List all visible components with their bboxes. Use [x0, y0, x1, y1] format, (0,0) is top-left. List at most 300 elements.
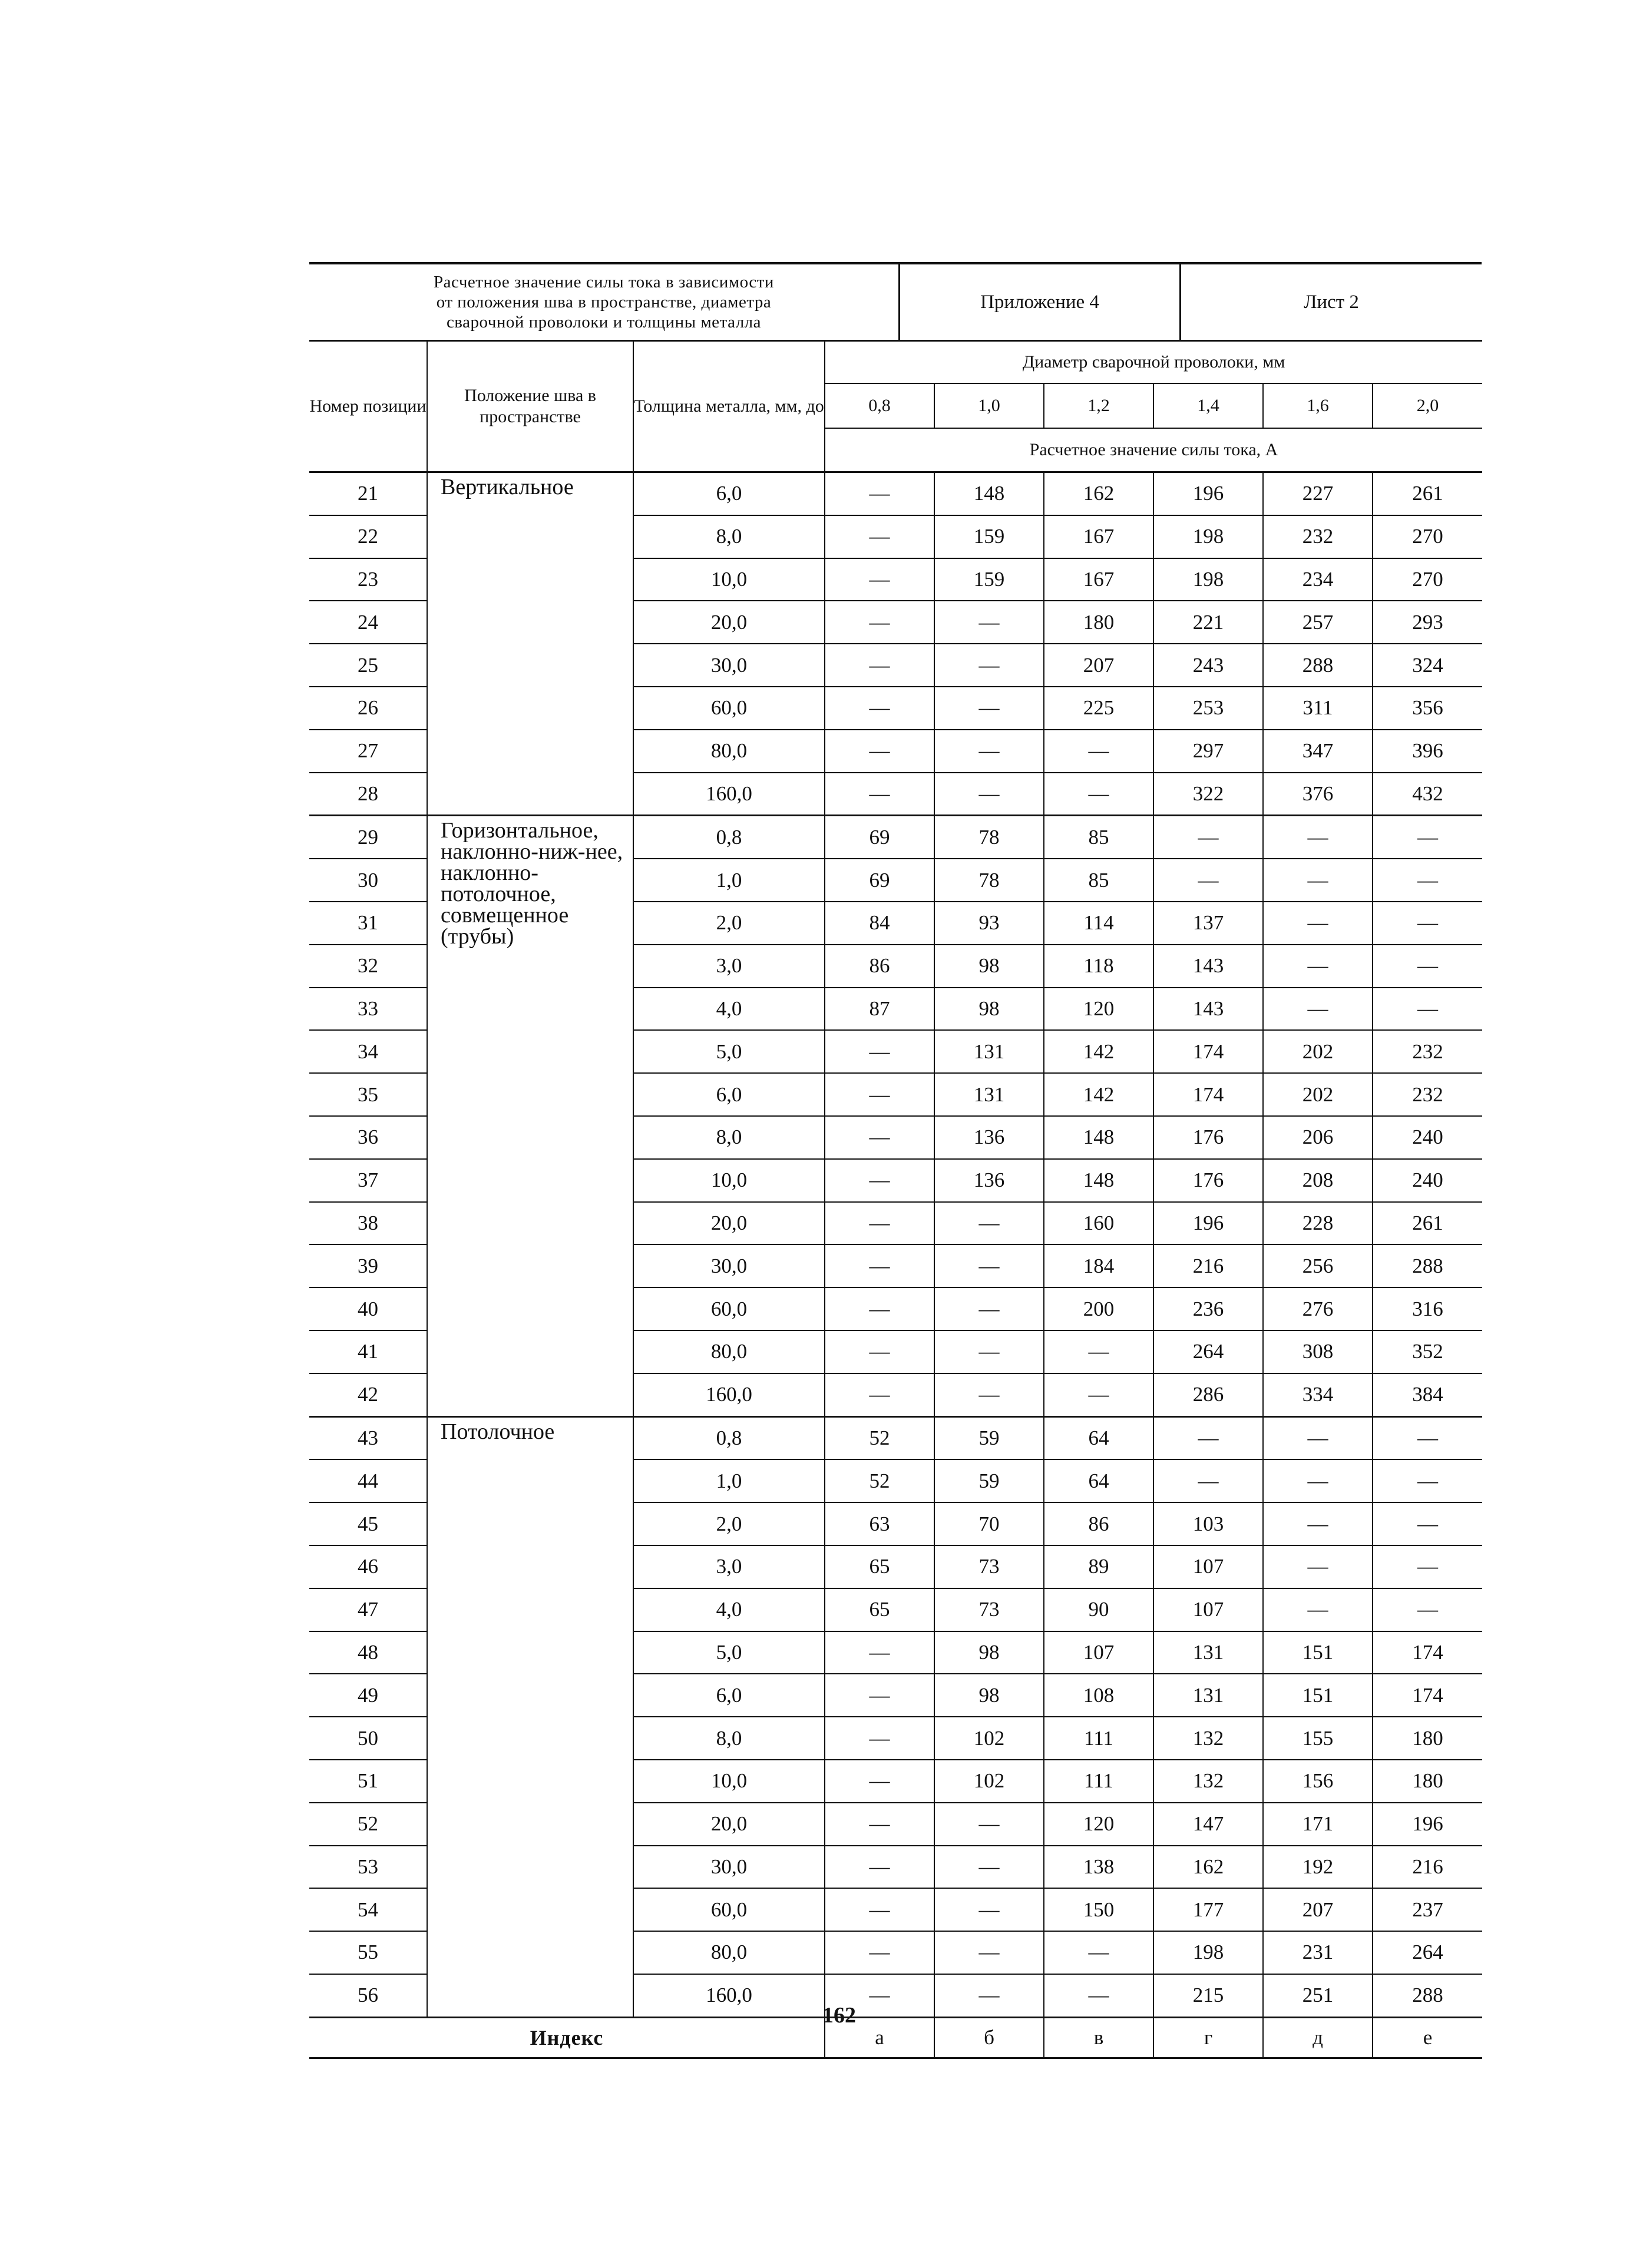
current-value-cell: 286 — [1153, 1373, 1263, 1416]
table-row — [309, 816, 1482, 859]
thickness-cell: 20,0 — [633, 1202, 825, 1245]
current-value-cell: 143 — [1153, 945, 1263, 988]
position-number-cell: 56 — [309, 1974, 427, 2017]
current-value-cell: 297 — [1153, 730, 1263, 773]
current-value-cell: 136 — [934, 1116, 1044, 1159]
current-value-cell: 132 — [1153, 1717, 1263, 1760]
current-value-cell: — — [825, 1073, 934, 1116]
current-value-cell: 192 — [1263, 1846, 1373, 1889]
current-value-cell: 256 — [1263, 1244, 1373, 1287]
current-value-cell: — — [1044, 1931, 1153, 1974]
current-value-cell: 65 — [825, 1545, 934, 1588]
table-row — [309, 472, 1482, 515]
weld-position-cell: Горизонтальное, наклонно-ниж-нее, наклонно-потолочное, совмещенное (трубы) — [427, 816, 633, 1416]
current-value-cell: 90 — [1044, 1588, 1153, 1631]
current-value-cell: — — [934, 1974, 1044, 2017]
current-value-cell: 167 — [1044, 558, 1153, 601]
current-value-cell: 216 — [1153, 1244, 1263, 1287]
current-value-cell: 120 — [1044, 988, 1153, 1031]
current-value-cell: 84 — [825, 902, 934, 945]
current-value-cell: — — [934, 601, 1044, 644]
current-value-cell: 376 — [1263, 773, 1373, 816]
current-value-cell: — — [825, 644, 934, 687]
current-value-cell: 148 — [934, 472, 1044, 515]
current-value-cell: — — [1373, 1545, 1482, 1588]
caption-line-3: сварочной проволоки и толщины металла — [446, 313, 762, 332]
current-value-cell: 86 — [825, 945, 934, 988]
current-value-cell: — — [1373, 1588, 1482, 1631]
current-value-cell: 69 — [825, 816, 934, 859]
current-value-cell: 160 — [1044, 1202, 1153, 1245]
current-value-cell: 111 — [1044, 1760, 1153, 1803]
current-value-cell: 63 — [825, 1502, 934, 1545]
table-row — [309, 1416, 1482, 1459]
position-number-cell: 28 — [309, 773, 427, 816]
current-value-cell: 352 — [1373, 1330, 1482, 1373]
current-value-cell: 198 — [1153, 558, 1263, 601]
position-number-cell: 45 — [309, 1502, 427, 1545]
current-value-cell: 196 — [1153, 472, 1263, 515]
thickness-cell: 20,0 — [633, 1803, 825, 1846]
current-value-cell: — — [825, 1159, 934, 1202]
current-value-cell: 264 — [1373, 1931, 1482, 1974]
current-value-cell: 384 — [1373, 1373, 1482, 1416]
position-number-cell: 37 — [309, 1159, 427, 1202]
current-value-cell: 107 — [1044, 1631, 1153, 1674]
current-value-cell: — — [1263, 1545, 1373, 1588]
current-value-cell: 324 — [1373, 644, 1482, 687]
current-value-cell: — — [1044, 1330, 1153, 1373]
current-value-cell: — — [934, 730, 1044, 773]
thickness-cell: 6,0 — [633, 1073, 825, 1116]
current-value-cell: — — [825, 1330, 934, 1373]
current-value-cell: — — [825, 1931, 934, 1974]
current-value-cell: 98 — [934, 945, 1044, 988]
current-value-cell: 356 — [1373, 687, 1482, 730]
thickness-cell: 0,8 — [633, 816, 825, 859]
welding-current-table — [309, 340, 1482, 2059]
position-number-cell: 47 — [309, 1588, 427, 1631]
position-number-cell: 22 — [309, 515, 427, 558]
position-number-cell: 41 — [309, 1330, 427, 1373]
current-value-cell: 232 — [1373, 1030, 1482, 1073]
current-value-cell: 261 — [1373, 1202, 1482, 1245]
thickness-cell: 5,0 — [633, 1030, 825, 1073]
current-value-cell: 174 — [1153, 1030, 1263, 1073]
current-value-cell: — — [1263, 1416, 1373, 1459]
current-value-cell: 132 — [1153, 1760, 1263, 1803]
index-e: е — [1373, 2017, 1482, 2058]
current-value-cell: 180 — [1044, 601, 1153, 644]
col-header-thickness: Толщина металла, мм, до — [633, 341, 825, 472]
current-value-cell: 240 — [1373, 1159, 1482, 1202]
current-value-cell: 227 — [1263, 472, 1373, 515]
current-value-cell: 234 — [1263, 558, 1373, 601]
current-value-cell: — — [934, 687, 1044, 730]
thickness-cell: 60,0 — [633, 687, 825, 730]
thickness-cell: 6,0 — [633, 1674, 825, 1717]
current-value-cell: 202 — [1263, 1073, 1373, 1116]
current-value-cell: — — [934, 1330, 1044, 1373]
current-value-cell: 86 — [1044, 1502, 1153, 1545]
appendix-label: Приложение 4 — [898, 264, 1179, 340]
current-value-cell: — — [1263, 902, 1373, 945]
thickness-cell: 4,0 — [633, 988, 825, 1031]
thickness-cell: 30,0 — [633, 1846, 825, 1889]
position-number-cell: 43 — [309, 1416, 427, 1459]
current-value-cell: — — [934, 1202, 1044, 1245]
current-value-cell: 261 — [1373, 472, 1482, 515]
caption-line-1: Расчетное значение силы тока в зависимости — [434, 273, 774, 292]
current-value-cell: 202 — [1263, 1030, 1373, 1073]
current-value-cell: 264 — [1153, 1330, 1263, 1373]
current-value-cell: — — [825, 773, 934, 816]
current-value-cell: 177 — [1153, 1888, 1263, 1931]
current-value-cell: 288 — [1373, 1974, 1482, 2017]
current-value-cell: — — [1044, 773, 1153, 816]
current-value-cell: 78 — [934, 816, 1044, 859]
thickness-cell: 160,0 — [633, 1373, 825, 1416]
position-number-cell: 21 — [309, 472, 427, 515]
current-value-cell: — — [1153, 1459, 1263, 1502]
current-value-cell: — — [934, 1931, 1044, 1974]
current-value-cell: 151 — [1263, 1631, 1373, 1674]
current-value-cell: 98 — [934, 1631, 1044, 1674]
current-value-cell: — — [825, 1803, 934, 1846]
position-number-cell: 27 — [309, 730, 427, 773]
diameter-2-0: 2,0 — [1373, 383, 1482, 428]
current-value-cell: 432 — [1373, 773, 1482, 816]
current-value-cell: — — [1263, 1459, 1373, 1502]
current-value-cell: 85 — [1044, 816, 1153, 859]
current-value-cell: 215 — [1153, 1974, 1263, 2017]
current-value-cell: — — [934, 773, 1044, 816]
current-value-cell: 136 — [934, 1159, 1044, 1202]
position-number-cell: 40 — [309, 1287, 427, 1330]
position-number-cell: 24 — [309, 601, 427, 644]
current-value-cell: 276 — [1263, 1287, 1373, 1330]
thickness-cell: 6,0 — [633, 472, 825, 515]
current-value-cell: 70 — [934, 1502, 1044, 1545]
thickness-cell: 8,0 — [633, 1116, 825, 1159]
current-value-cell: 52 — [825, 1459, 934, 1502]
current-value-cell: 131 — [934, 1073, 1044, 1116]
current-value-cell: — — [825, 1287, 934, 1330]
current-value-cell: — — [1153, 816, 1263, 859]
current-value-cell: — — [934, 1803, 1044, 1846]
thickness-cell: 2,0 — [633, 902, 825, 945]
current-value-cell: — — [825, 687, 934, 730]
current-value-cell: — — [825, 1202, 934, 1245]
current-value-cell: — — [1373, 902, 1482, 945]
thickness-cell: 80,0 — [633, 1330, 825, 1373]
current-value-cell: 176 — [1153, 1116, 1263, 1159]
current-value-cell: 232 — [1373, 1073, 1482, 1116]
position-number-cell: 55 — [309, 1931, 427, 1974]
current-value-cell: — — [934, 644, 1044, 687]
current-value-cell: — — [1153, 859, 1263, 902]
current-value-cell: 196 — [1373, 1803, 1482, 1846]
thickness-cell: 0,8 — [633, 1416, 825, 1459]
current-value-cell: — — [825, 1030, 934, 1073]
current-value-cell: 322 — [1153, 773, 1263, 816]
col-header-weld-position: Положение шва в пространстве — [427, 341, 633, 472]
position-number-cell: 26 — [309, 687, 427, 730]
current-value-cell: — — [825, 1974, 934, 2017]
current-value-cell: 174 — [1373, 1631, 1482, 1674]
current-value-cell: 232 — [1263, 515, 1373, 558]
current-value-cell: 108 — [1044, 1674, 1153, 1717]
thickness-cell: 2,0 — [633, 1502, 825, 1545]
current-value-cell: 237 — [1373, 1888, 1482, 1931]
weld-position-cell: Потолочное — [427, 1416, 633, 2017]
current-value-cell: — — [1373, 1502, 1482, 1545]
current-value-cell: 159 — [934, 515, 1044, 558]
current-value-cell: — — [934, 1244, 1044, 1287]
current-value-cell: 59 — [934, 1459, 1044, 1502]
position-number-cell: 25 — [309, 644, 427, 687]
current-value-cell: 69 — [825, 859, 934, 902]
current-value-cell: 231 — [1263, 1931, 1373, 1974]
current-value-cell: — — [1263, 945, 1373, 988]
position-number-cell: 30 — [309, 859, 427, 902]
current-value-cell: 73 — [934, 1545, 1044, 1588]
current-value-cell: 78 — [934, 859, 1044, 902]
position-number-cell: 35 — [309, 1073, 427, 1116]
position-number-cell: 32 — [309, 945, 427, 988]
current-value-cell: 151 — [1263, 1674, 1373, 1717]
current-value-cell: 102 — [934, 1760, 1044, 1803]
current-value-cell: 293 — [1373, 601, 1482, 644]
current-value-cell: 228 — [1263, 1202, 1373, 1245]
thickness-cell: 80,0 — [633, 730, 825, 773]
current-value-cell: 52 — [825, 1416, 934, 1459]
current-value-cell: 162 — [1044, 472, 1153, 515]
current-value-cell: 162 — [1153, 1846, 1263, 1889]
current-value-cell: 155 — [1263, 1717, 1373, 1760]
current-value-cell: 85 — [1044, 859, 1153, 902]
thickness-cell: 160,0 — [633, 773, 825, 816]
current-value-cell: 251 — [1263, 1974, 1373, 2017]
current-value-cell: — — [1373, 1416, 1482, 1459]
current-value-cell: 148 — [1044, 1116, 1153, 1159]
sheet-label: Лист 2 — [1179, 264, 1482, 340]
position-number-cell: 48 — [309, 1631, 427, 1674]
current-value-cell: 138 — [1044, 1846, 1153, 1889]
thickness-cell: 3,0 — [633, 1545, 825, 1588]
diameter-0-8: 0,8 — [825, 383, 934, 428]
weld-position-cell: Вертикальное — [427, 472, 633, 816]
col-header-current: Расчетное значение силы тока, А — [825, 428, 1482, 472]
position-number-cell: 36 — [309, 1116, 427, 1159]
thickness-cell: 10,0 — [633, 1760, 825, 1803]
current-value-cell: 102 — [934, 1717, 1044, 1760]
position-number-cell: 54 — [309, 1888, 427, 1931]
position-number-cell: 52 — [309, 1803, 427, 1846]
current-value-cell: — — [825, 1116, 934, 1159]
current-value-cell: — — [825, 601, 934, 644]
current-value-cell: — — [1263, 988, 1373, 1031]
current-value-cell: — — [1373, 988, 1482, 1031]
position-number-cell: 33 — [309, 988, 427, 1031]
diameter-1-2: 1,2 — [1044, 383, 1153, 428]
current-value-cell: — — [825, 1373, 934, 1416]
current-value-cell: — — [825, 1717, 934, 1760]
current-value-cell: — — [934, 1287, 1044, 1330]
current-value-cell: 118 — [1044, 945, 1153, 988]
position-number-cell: 50 — [309, 1717, 427, 1760]
thickness-cell: 60,0 — [633, 1287, 825, 1330]
current-value-cell: — — [825, 1631, 934, 1674]
current-value-cell: 114 — [1044, 902, 1153, 945]
current-value-cell: 131 — [1153, 1631, 1263, 1674]
position-number-cell: 44 — [309, 1459, 427, 1502]
index-a: а — [825, 2017, 934, 2058]
current-value-cell: — — [825, 1888, 934, 1931]
current-value-cell: 347 — [1263, 730, 1373, 773]
thickness-cell: 80,0 — [633, 1931, 825, 1974]
current-value-cell: 200 — [1044, 1287, 1153, 1330]
current-value-cell: 98 — [934, 988, 1044, 1031]
current-value-cell: 143 — [1153, 988, 1263, 1031]
current-value-cell: 198 — [1153, 1931, 1263, 1974]
current-value-cell: 107 — [1153, 1588, 1263, 1631]
thickness-cell: 30,0 — [633, 644, 825, 687]
current-value-cell: 167 — [1044, 515, 1153, 558]
thickness-cell: 20,0 — [633, 601, 825, 644]
page-number: 162 — [822, 2003, 856, 2028]
current-value-cell: 311 — [1263, 687, 1373, 730]
position-number-cell: 49 — [309, 1674, 427, 1717]
current-value-cell: 257 — [1263, 601, 1373, 644]
current-value-cell: 131 — [934, 1030, 1044, 1073]
current-value-cell: 131 — [1153, 1674, 1263, 1717]
current-value-cell: 120 — [1044, 1803, 1153, 1846]
current-value-cell: — — [934, 1888, 1044, 1931]
index-b: б — [934, 2017, 1044, 2058]
current-value-cell: 180 — [1373, 1760, 1482, 1803]
current-value-cell: — — [1373, 1459, 1482, 1502]
current-value-cell: — — [1263, 1588, 1373, 1631]
current-value-cell: — — [1263, 859, 1373, 902]
index-d: д — [1263, 2017, 1373, 2058]
thickness-cell: 160,0 — [633, 1974, 825, 2017]
thickness-cell: 4,0 — [633, 1588, 825, 1631]
current-value-cell: 207 — [1044, 644, 1153, 687]
position-number-cell: 46 — [309, 1545, 427, 1588]
current-value-cell: — — [1263, 816, 1373, 859]
current-value-cell: 174 — [1153, 1073, 1263, 1116]
position-number-cell: 42 — [309, 1373, 427, 1416]
index-row — [309, 2017, 1482, 2058]
thickness-cell: 1,0 — [633, 1459, 825, 1502]
current-value-cell: 156 — [1263, 1760, 1373, 1803]
current-value-cell: 150 — [1044, 1888, 1153, 1931]
current-value-cell: — — [825, 1244, 934, 1287]
current-value-cell: 147 — [1153, 1803, 1263, 1846]
current-value-cell: 142 — [1044, 1030, 1153, 1073]
col-header-wire-diameter: Диаметр сварочной проволоки, мм — [825, 341, 1482, 384]
current-value-cell: 176 — [1153, 1159, 1263, 1202]
current-value-cell: — — [1263, 1502, 1373, 1545]
current-value-cell: 196 — [1153, 1202, 1263, 1245]
current-value-cell: 142 — [1044, 1073, 1153, 1116]
current-value-cell: 107 — [1153, 1545, 1263, 1588]
position-number-cell: 39 — [309, 1244, 427, 1287]
table-caption — [309, 264, 898, 340]
position-number-cell: 29 — [309, 816, 427, 859]
current-value-cell: — — [1044, 730, 1153, 773]
current-value-cell: 198 — [1153, 515, 1263, 558]
current-value-cell: 73 — [934, 1588, 1044, 1631]
current-value-cell: — — [825, 1846, 934, 1889]
current-value-cell: 103 — [1153, 1502, 1263, 1545]
current-value-cell: 225 — [1044, 687, 1153, 730]
current-value-cell: 111 — [1044, 1717, 1153, 1760]
position-number-cell: 23 — [309, 558, 427, 601]
thickness-cell: 10,0 — [633, 1159, 825, 1202]
current-value-cell: 208 — [1263, 1159, 1373, 1202]
thickness-cell: 60,0 — [633, 1888, 825, 1931]
current-value-cell: 64 — [1044, 1416, 1153, 1459]
current-value-cell: 174 — [1373, 1674, 1482, 1717]
appendix-table-sheet — [309, 262, 1482, 2059]
index-v: в — [1044, 2017, 1153, 2058]
table-caption-header — [309, 262, 1482, 340]
thickness-cell: 3,0 — [633, 945, 825, 988]
current-value-cell: — — [1044, 1974, 1153, 2017]
current-value-cell: — — [825, 515, 934, 558]
current-value-cell: 180 — [1373, 1717, 1482, 1760]
current-value-cell: — — [825, 730, 934, 773]
diameter-1-4: 1,4 — [1153, 383, 1263, 428]
table-body — [309, 472, 1482, 2018]
current-value-cell: 89 — [1044, 1545, 1153, 1588]
current-value-cell: 137 — [1153, 902, 1263, 945]
index-label: Индекс — [309, 2017, 825, 2058]
current-value-cell: — — [1373, 945, 1482, 988]
current-value-cell: 240 — [1373, 1116, 1482, 1159]
index-g: г — [1153, 2017, 1263, 2058]
current-value-cell: 334 — [1263, 1373, 1373, 1416]
current-value-cell: 93 — [934, 902, 1044, 945]
current-value-cell: — — [934, 1846, 1044, 1889]
current-value-cell: — — [825, 1760, 934, 1803]
current-value-cell: — — [1153, 1416, 1263, 1459]
diameter-1-6: 1,6 — [1263, 383, 1373, 428]
caption-line-2: от положения шва в пространстве, диаметра — [436, 293, 772, 312]
position-number-cell: 51 — [309, 1760, 427, 1803]
diameter-1-0: 1,0 — [934, 383, 1044, 428]
thickness-cell: 1,0 — [633, 859, 825, 902]
current-value-cell: 98 — [934, 1674, 1044, 1717]
thickness-cell: 30,0 — [633, 1244, 825, 1287]
position-number-cell: 53 — [309, 1846, 427, 1889]
current-value-cell: 65 — [825, 1588, 934, 1631]
current-value-cell: — — [1373, 859, 1482, 902]
current-value-cell: — — [1373, 816, 1482, 859]
current-value-cell: 221 — [1153, 601, 1263, 644]
current-value-cell: 288 — [1373, 1244, 1482, 1287]
current-value-cell: 171 — [1263, 1803, 1373, 1846]
current-value-cell: — — [825, 558, 934, 601]
current-value-cell: 316 — [1373, 1287, 1482, 1330]
current-value-cell: — — [825, 472, 934, 515]
thickness-cell: 10,0 — [633, 558, 825, 601]
position-number-cell: 31 — [309, 902, 427, 945]
current-value-cell: 184 — [1044, 1244, 1153, 1287]
current-value-cell: 236 — [1153, 1287, 1263, 1330]
